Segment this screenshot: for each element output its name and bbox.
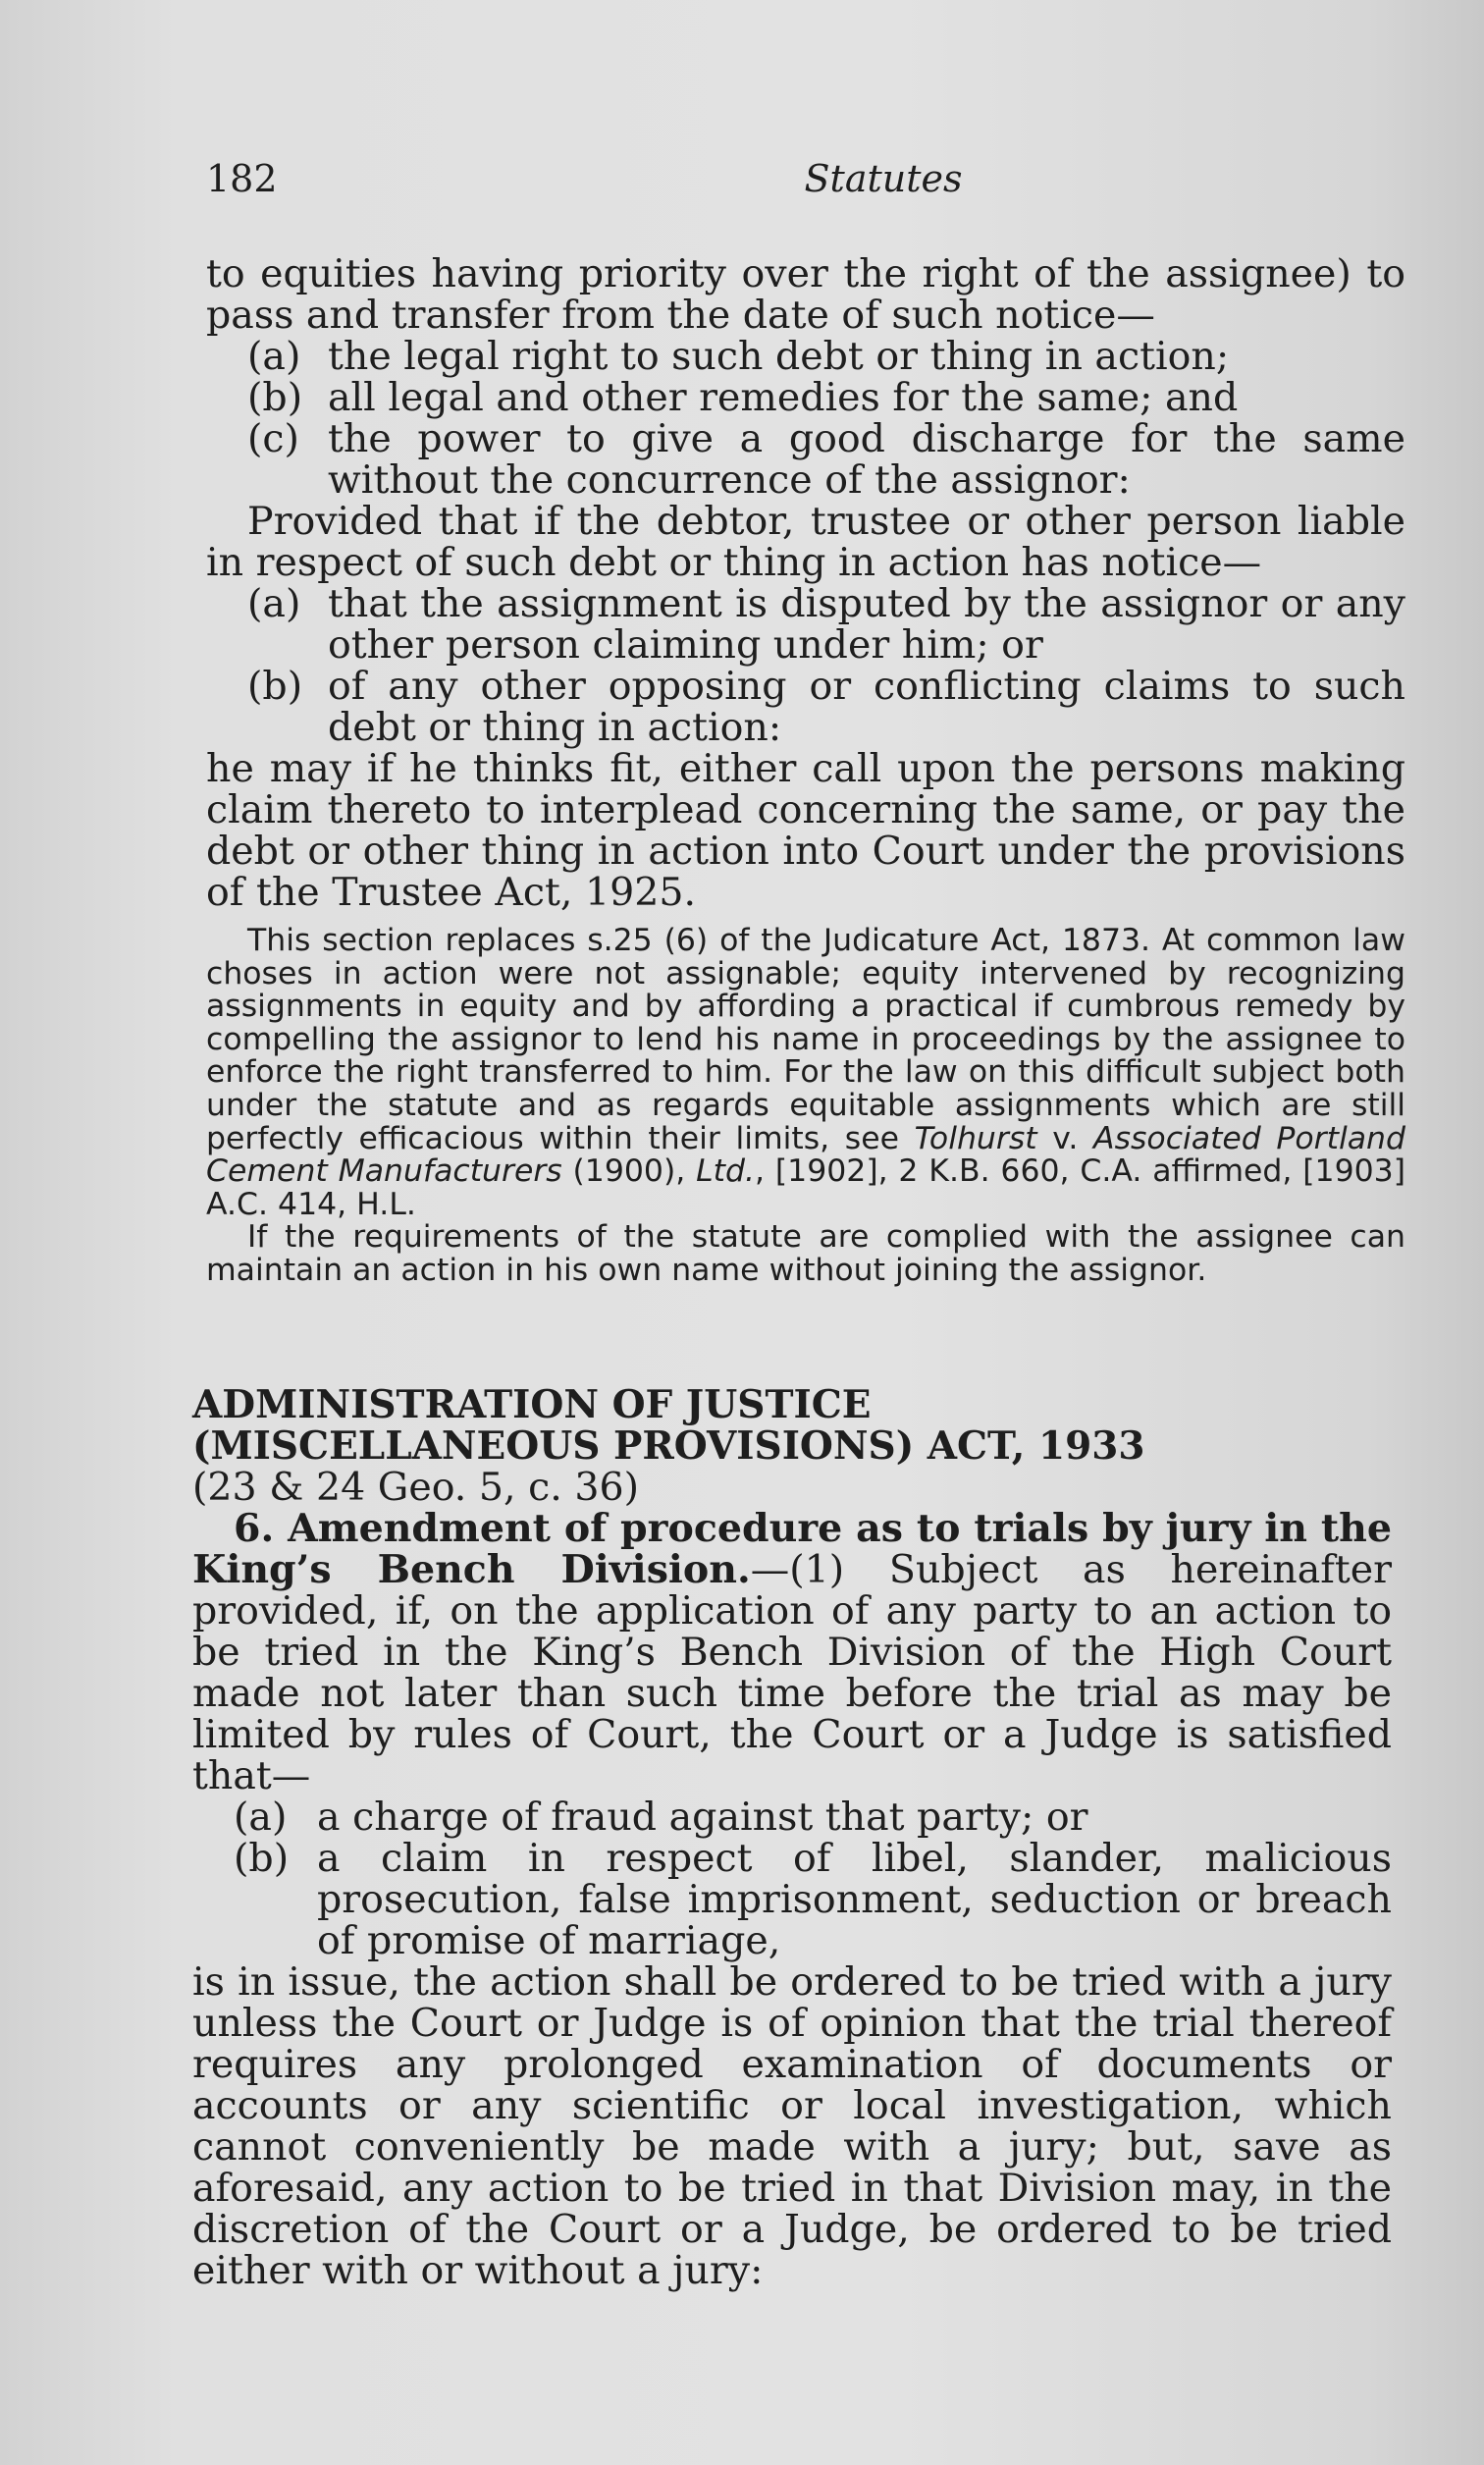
- case-versus: v.: [1036, 1120, 1094, 1156]
- note-paragraph: If the requirements of the statute are complied with the assignee can maintain an action in his own name without joining the assignor.: [206, 1219, 1405, 1288]
- list-item: [206, 377, 1405, 418]
- note-text: , [1902], 2 K.B. 660, C.A. affirmed, [1903] A.C. 414, H.L.: [206, 1153, 1405, 1222]
- proviso-paragraph: Provided that if the debtor, trustee or other person liable in respect of such debt or thing in action has notice—: [206, 499, 1405, 585]
- act-title-line: ADMINISTRATION OF JUSTICE: [192, 1382, 872, 1427]
- list-item: [192, 1796, 1392, 1838]
- item-label: (b): [234, 1836, 290, 1881]
- case-party: Tolhurst: [914, 1120, 1037, 1156]
- intro-paragraph: to equities having priority over the right of the assignee) to pass and transfer from the date of such notice—: [206, 251, 1405, 338]
- item-text: the legal right to such debt or thing in action;: [328, 334, 1230, 379]
- list-item: [206, 583, 1405, 666]
- note-paragraph: [206, 925, 1405, 1221]
- item-text: the power to give a good discharge for the same without the concurrence of the assignor:: [328, 416, 1405, 503]
- note-text: (1900),: [561, 1153, 697, 1190]
- act-title-line: (MISCELLANEOUS PROVISIONS) ACT, 1933: [192, 1423, 1145, 1469]
- item-text: a charge of fraud against that party; or: [317, 1795, 1088, 1840]
- running-title: Statutes: [804, 157, 963, 200]
- section-heading: 6. Amendment of procedure as to trials by jury in the King’s Bench Division.: [192, 1506, 1392, 1592]
- item-text: that the assignment is disputed by the assignor or any other person claiming under him; or: [328, 581, 1405, 668]
- item-label: (a): [247, 334, 301, 379]
- item-text: all legal and other remedies for the same; and: [328, 375, 1239, 420]
- item-text: of any other opposing or conflicting claims to such debt or thing in action:: [328, 664, 1405, 750]
- case-party: Ltd.: [696, 1153, 756, 1190]
- note-text: This section replaces s.25 (6) of the Judicature Act, 1873. At common law choses in action were not assignable; equity intervened by recognizing assignments in equity and by affording a practical if cumbrous remedy by compelling the assignor to lend his name in proceedings by the assignee to enforce the right transferred to him. For the law on this difficult subject both under the statute and as regards equitable assignments which are still perfectly efficacious within their limits, see: [206, 923, 1405, 1156]
- list-item: [206, 418, 1405, 501]
- item-label: (b): [247, 664, 303, 709]
- item-text: a claim in respect of libel, slander, malicious prosecution, false imprisonment, seduction or breach of promise of marriage,: [317, 1836, 1392, 1963]
- item-label: (c): [247, 416, 299, 461]
- section-conclusion: is in issue, the action shall be ordered to be tried with a jury unless the Court or Judge is of opinion that the trial thereof requires any prolonged examination of documents or accounts or any scientific or local investigation, which cannot conveniently be made with a jury; but, save as aforesaid, any action to be tried in that Division may, in the discretion of the Court or a Judge, be ordered to be tried either with or without a jury:: [192, 1959, 1392, 2293]
- page-number: 182: [206, 157, 278, 200]
- act-citation: (23 & 24 Geo. 5, c. 36): [192, 1465, 640, 1510]
- list-item: [206, 666, 1405, 748]
- editorial-note: [206, 925, 1405, 1288]
- statute-text: [206, 253, 1405, 1288]
- conclusion-paragraph: he may if he thinks fit, either call upon the persons making claim thereto to interplead concerning the same, or pay the debt or other thing in action into Court under the provisions of the Trustee Act, 1925.: [206, 746, 1405, 915]
- item-label: (a): [247, 581, 301, 626]
- act-section: [192, 1384, 1392, 2291]
- item-label: (a): [234, 1795, 288, 1840]
- item-label: (b): [247, 375, 303, 420]
- section-text: —(1) Subject as hereinafter provided, if, on the application of any party to an action to be tried in the King’s Bench Division of the High Court made not later than such time before the trial as may be limited by rules of Court, the Court or a Judge is satisfied that—: [192, 1547, 1392, 1798]
- section-paragraph: [192, 1508, 1392, 1796]
- list-item: [192, 1838, 1392, 1961]
- list-item: [206, 336, 1405, 377]
- case-party: Associated Portland Cement Manufacturers: [206, 1120, 1405, 1190]
- page-header: [206, 157, 1413, 216]
